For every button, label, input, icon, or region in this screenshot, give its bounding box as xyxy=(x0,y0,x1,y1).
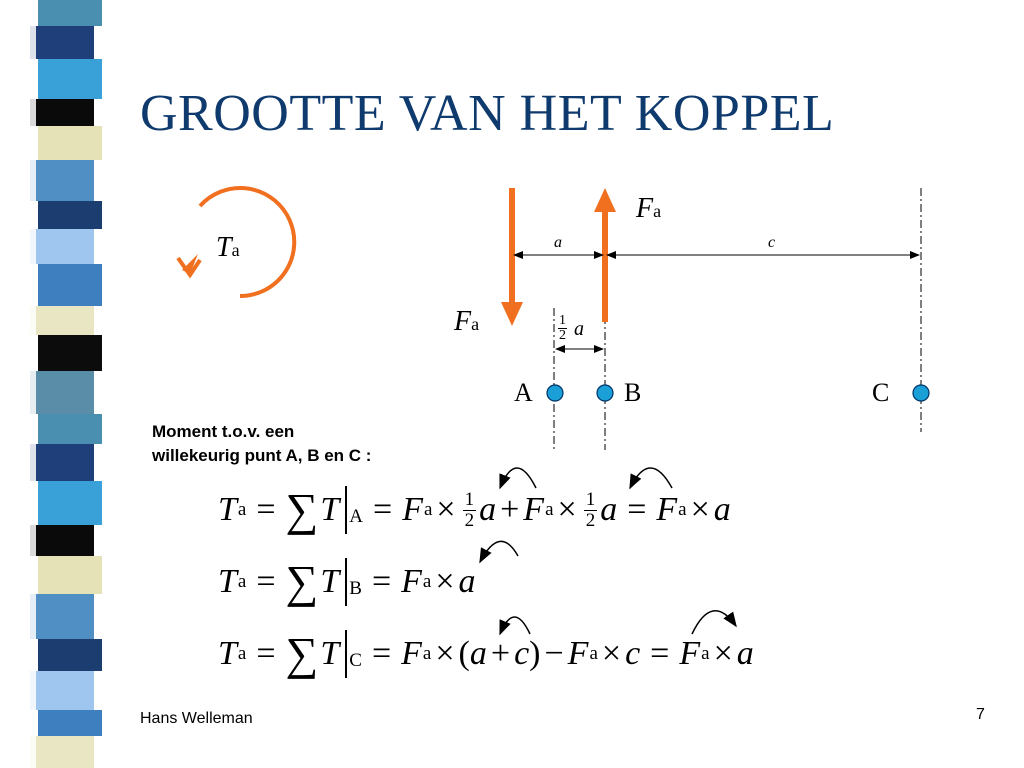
rotation-arc-icon xyxy=(480,541,518,562)
moment-line-1: Moment t.o.v. een xyxy=(152,422,295,441)
rotation-arc-icon xyxy=(630,468,672,488)
torque-label: Ta xyxy=(216,232,240,263)
equation-C: T a = ∑ T C = F a × ( a + c ) − F a × c = F a × a xyxy=(218,628,754,679)
moment-line-2: willekeurig punt A, B en C : xyxy=(152,446,372,465)
moment-description xyxy=(152,420,371,468)
dimension-a-label: a xyxy=(554,234,562,251)
torque-arc-icon xyxy=(200,188,294,296)
force-up-arrowhead-icon xyxy=(594,188,616,212)
point-C-label: C xyxy=(872,378,890,407)
slide-title: GROOTTE VAN HET KOPPEL xyxy=(140,85,835,142)
point-B-marker xyxy=(597,385,613,401)
half-a-label: a xyxy=(574,318,584,340)
rotation-arc-icon xyxy=(500,468,536,488)
force-top-label: Fa xyxy=(636,193,662,224)
point-A-label: A xyxy=(514,378,533,407)
footer-author: Hans Welleman xyxy=(140,710,253,727)
point-C-marker xyxy=(913,385,929,401)
page-number: 7 xyxy=(976,706,985,723)
force-left-label: Fa xyxy=(454,306,480,337)
equation-B: T a = ∑ T B = F a × a xyxy=(218,556,476,607)
dimension-c-label: c xyxy=(768,234,776,251)
point-A-marker xyxy=(547,385,563,401)
force-down-arrowhead-icon xyxy=(501,302,523,326)
half-fraction-label: 1 2 xyxy=(559,313,566,343)
point-B-label: B xyxy=(624,378,642,407)
equation-A: T a = ∑ T A = F a × $\frac{1}{2}$ a + F a × $\frac{1}{2}$ a = F a × a xyxy=(218,484,731,535)
